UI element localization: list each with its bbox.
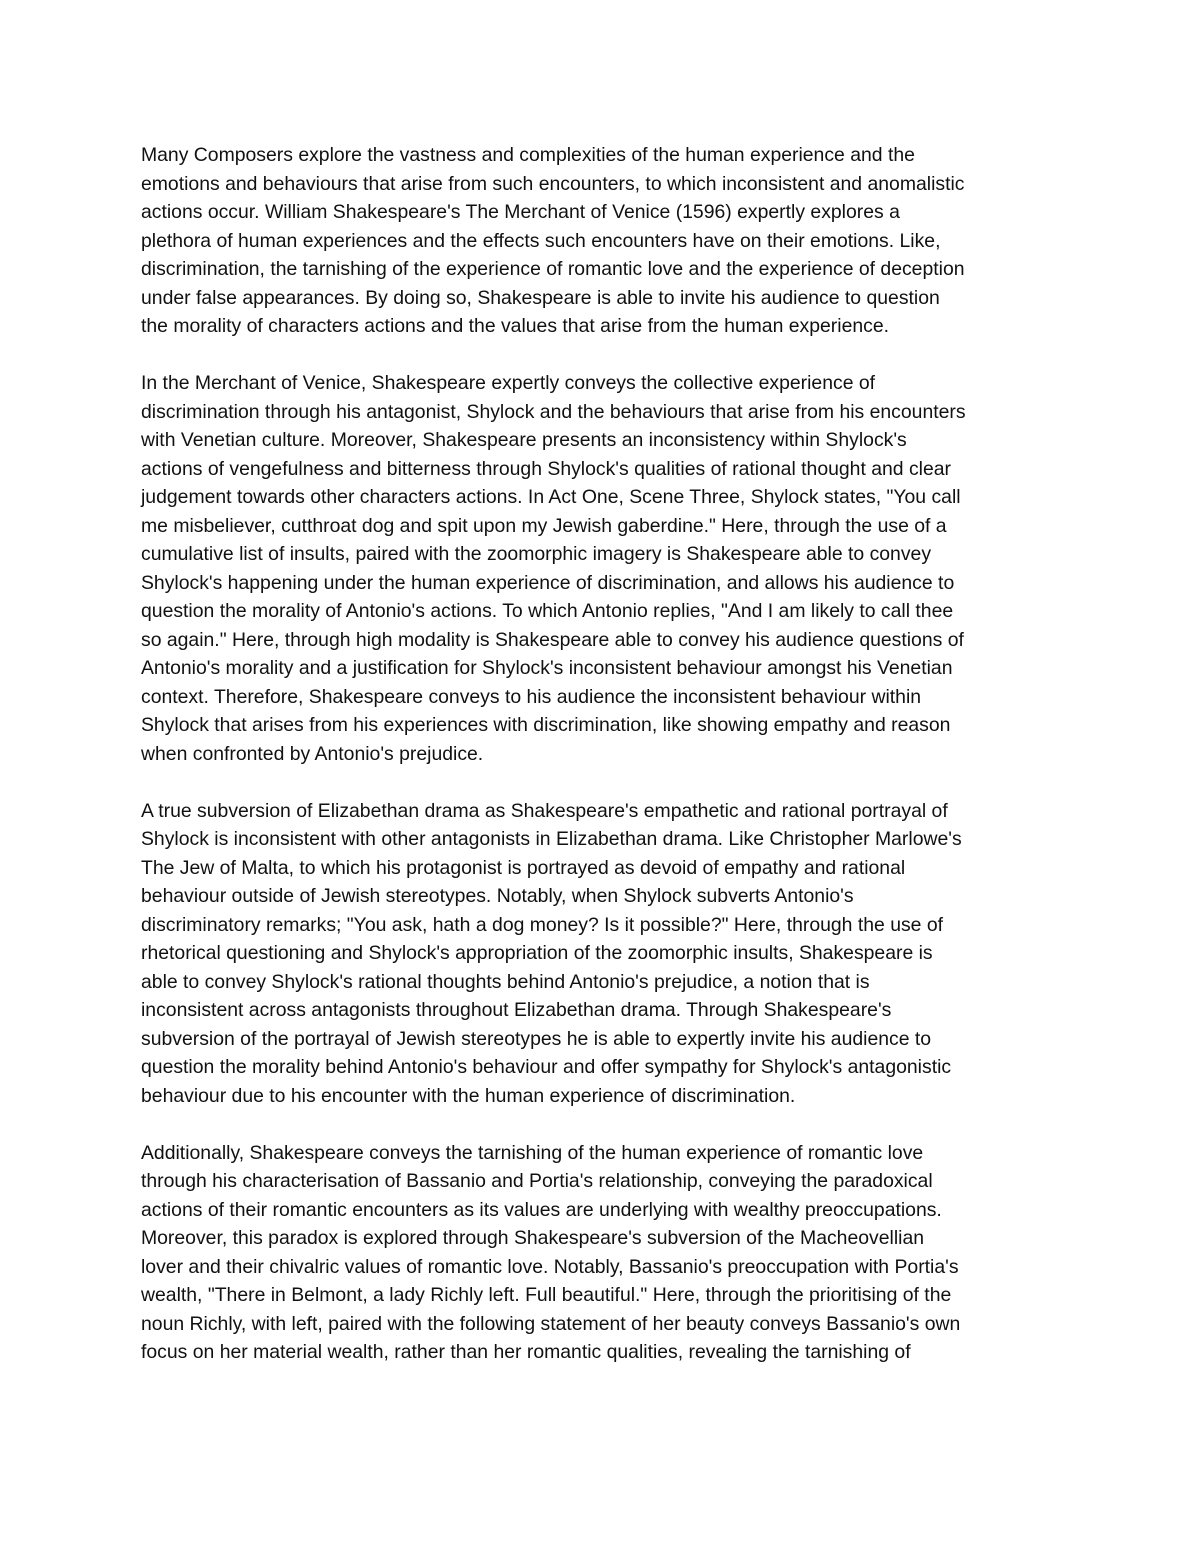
text-line: behaviour due to his encounter with the human experience of discrimination. [141,1084,796,1107]
text-line: In the Merchant of Venice, Shakespeare expertly conveys the collective experience of [141,372,876,394]
text-line: actions of vengefulness and bitterness through Shylock's qualities of rational thought and clear [141,457,951,480]
text-line: Shylock that arises from his experiences with discrimination, like showing empathy and reason [141,714,951,736]
text-line: judgement towards other characters actions. In Act One, Scene Three, Shylock states, "You call [141,486,961,508]
text-line: wealth, "There in Belmont, a lady Richly left. Full beautiful." Here, through the prioritising of the [141,1284,952,1306]
paragraph-4 [141,1139,1071,1367]
text-line: when confronted by Antonio's prejudice. [141,742,484,765]
text-line: Antonio's morality and a justification for Shylock's inconsistent behaviour amongst his Venetian [141,657,953,679]
text-line: noun Richly, with left, paired with the following statement of her beauty conveys Bassanio's own [141,1312,961,1335]
text-line: actions occur. William Shakespeare's The Merchant of Venice (1596) expertly explores a [141,201,900,223]
text-line: emotions and behaviours that arise from such encounters, to which inconsistent and anomalistic [141,172,965,195]
text-line: through his characterisation of Bassanio and Portia's relationship, conveying the paradoxical [141,1170,933,1192]
text-line: inconsistent across antagonists throughout Elizabethan drama. Through Shakespeare's [141,999,892,1021]
text-line: under false appearances. By doing so, Shakespeare is able to invite his audience to question [141,286,940,309]
text-line: Moreover, this paradox is explored through Shakespeare's subversion of the Macheovellian [141,1227,925,1249]
text-line: able to convey Shylock's rational thoughts behind Antonio's prejudice, a notion that is [141,970,870,993]
text-line: context. Therefore, Shakespeare conveys to his audience the inconsistent behaviour within [141,685,922,708]
text-line: Additionally, Shakespeare conveys the tarnishing of the human experience of romantic love [141,1141,924,1164]
text-line: behaviour outside of Jewish stereotypes. Notably, when Shylock subverts Antonio's [141,885,854,907]
text-line: me misbeliever, cutthroat dog and spit upon my Jewish gaberdine." Here, through the use of a [141,514,947,537]
text-line: discrimination, the tarnishing of the experience of romantic love and the experience of deception [141,258,965,280]
text-line: lover and their chivalric values of romantic love. Notably, Bassanio's preoccupation with Portia's [141,1255,959,1278]
document-body [141,141,1071,1395]
text-line: Shylock is inconsistent with other antagonists in Elizabethan drama. Like Christopher Marlowe's [141,828,962,850]
text-line: discriminatory remarks; "You ask, hath a dog money? Is it possible?" Here, through the use of [141,913,944,936]
paragraph-3 [141,797,1071,1111]
text-line: subversion of the portrayal of Jewish stereotypes he is able to expertly invite his audience to [141,1027,932,1050]
paragraph-2 [141,369,1071,768]
text-line: discrimination through his antagonist, Shylock and the behaviours that arise from his encounters [141,400,966,423]
text-line: plethora of human experiences and the effects such encounters have on their emotions. Like, [141,229,941,252]
text-line: The Jew of Malta, to which his protagonist is portrayed as devoid of empathy and rational [141,856,906,879]
text-line: rhetorical questioning and Shylock's appropriation of the zoomorphic insults, Shakespeare is [141,942,933,964]
paragraph-1 [141,141,1071,341]
text-line: Shylock's happening under the human experience of discrimination, and allows his audience to [141,571,955,594]
text-line: question the morality of Antonio's actions. To which Antonio replies, "And I am likely to call thee [141,600,954,622]
text-line: the morality of characters actions and the values that arise from the human experience. [141,315,890,337]
text-line: A true subversion of Elizabethan drama as Shakespeare's empathetic and rational portrayal of [141,799,948,822]
text-line: focus on her material wealth, rather than her romantic qualities, revealing the tarnishing of [141,1341,911,1363]
text-line: with Venetian culture. Moreover, Shakespeare presents an inconsistency within Shylock's [141,429,907,451]
text-line: actions of their romantic encounters as its values are underlying with wealthy preoccupations. [141,1198,942,1221]
text-line: so again." Here, through high modality is Shakespeare able to convey his audience questions of [141,628,964,651]
text-line: cumulative list of insults, paired with the zoomorphic imagery is Shakespeare able to convey [141,543,932,565]
text-line: Many Composers explore the vastness and complexities of the human experience and the [141,144,915,166]
text-line: question the morality behind Antonio's behaviour and offer sympathy for Shylock's antagonistic [141,1056,952,1078]
